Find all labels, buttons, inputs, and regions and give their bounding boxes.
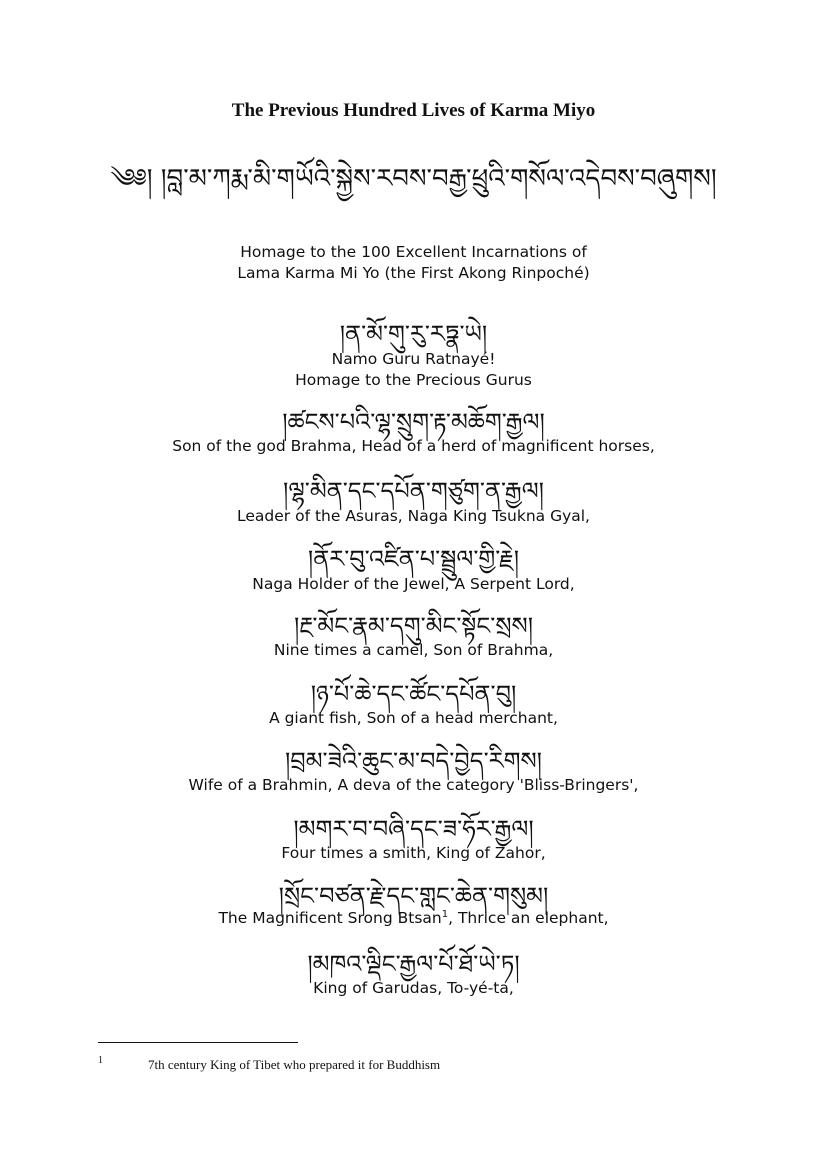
verse-english [0,978,827,999]
verse-line: Leader of the Asuras, Naga King Tsukna Gyal, [237,507,590,525]
verse-line-text: The Magnificent Srong Btsan [218,909,442,927]
verse-line: Son of the god Brahma, Head of a herd of magnificent horses, [172,437,655,455]
verse-english [0,436,827,457]
verse-line [0,908,827,929]
verse-line: Namo Guru Ratnayé! [331,350,496,368]
verse-line: A giant fish, Son of a head merchant, [269,709,558,727]
footnote-number: 1 [98,1055,103,1066]
verse-english [0,843,827,864]
verse-line-text: , Thrice an elephant, [448,909,609,927]
verse-line: Wife of a Brahmin, A deva of the category 'Bliss-Bringers', [188,776,639,794]
verse-english [0,574,827,595]
verse-english [0,775,827,796]
footnote-divider [98,1042,298,1043]
verse-english [0,640,827,661]
verse-tibetan: །མགར་བ་བཞི་དང་ཟ་ཧོར་རྒྱལ། [293,815,534,843]
verse-tibetan: །ནོར་བུ་འཛིན་པ་སྦྲུལ་གྱི་རྗེ། [307,545,520,573]
footnote-text: 7th century King of Tibet who prepared it for Buddhism [148,1057,441,1072]
verse-tibetan: །སྲོང་བཙན་རྗེ་དང་གླང་ཆེན་གསུམ། [278,882,549,910]
verse-english [0,708,827,729]
verse-tibetan: །མཁའ་ལྡིང་རྒྱལ་པོ་ཐོ་ཡེ་ཏ། [307,950,520,978]
footnote-ref[interactable]: 1 [441,908,449,920]
verse-tibetan: །ལྷ་མིན་དང་དཔོན་གཙུག་ན་རྒྱལ། [283,477,544,505]
verse-line: Homage to the Precious Gurus [295,371,532,389]
verse-english [0,908,827,929]
homage-line: Homage to the 100 Excellent Incarnations of [240,243,587,261]
verse-tibetan: །ཚངས་པའི་ལྷ་སྲུག་རྟ་མཆོག་རྒྱལ། [282,408,545,436]
verse-english [0,349,827,391]
verse-line: Nine times a camel, Son of Brahma, [273,641,554,659]
verse-line: Four times a smith, King of Zahor, [281,844,546,862]
page-title: The Previous Hundred Lives of Karma Miyo [231,100,596,121]
verse-tibetan: །ཉ་པོ་ཆེ་དང་ཚོང་དཔོན་བུ། [310,680,517,708]
verse-tibetan: །རྔ་མོང་རྣམ་དགུ་མིང་སྟོང་སྲས། [293,612,534,640]
verse-line: Naga Holder of the Jewel, A Serpent Lord, [252,575,575,593]
homage-heading [0,242,827,284]
homage-line: Lama Karma Mi Yo (the First Akong Rinpoché) [237,264,590,282]
verse-line: King of Garudas, To-yé-ta, [313,979,514,997]
verse-english [0,506,827,527]
verse-tibetan: །ན་མོ་གུ་རུ་རཏྣ་ཡེ། [339,320,488,348]
tibetan-title: ༄༅། །བླ་མ་ཀརྨ་མི་གཡོའི་སྐྱེས་རབས་བརྒྱ་ཕྲུའི་གསོལ་འདེབས་བཞུགས། [110,164,717,194]
verse-tibetan: །བྲམ་ཟེའི་ཆུང་མ་བདེ་བྱེད་རིགས། [284,747,542,775]
